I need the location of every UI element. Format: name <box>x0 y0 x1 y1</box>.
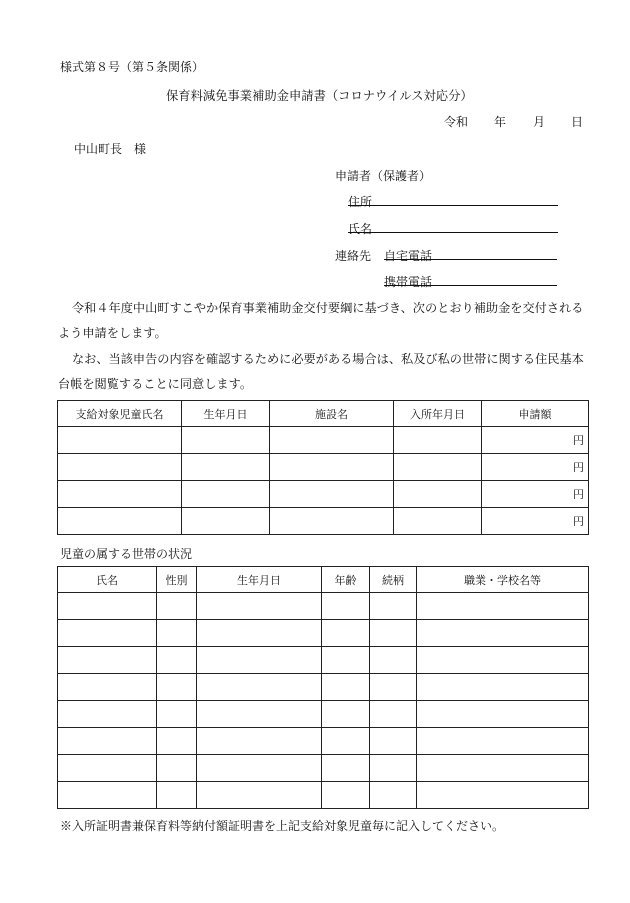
household-cell[interactable] <box>157 593 197 620</box>
header-age: 年齢 <box>322 567 370 593</box>
household-row <box>58 755 589 782</box>
application-cell[interactable] <box>394 481 482 508</box>
application-row <box>58 481 589 508</box>
application-cell[interactable] <box>182 508 270 535</box>
household-cell[interactable] <box>417 701 589 728</box>
header-facility: 施設名 <box>270 401 394 427</box>
application-cell[interactable] <box>58 508 182 535</box>
amount-cell[interactable] <box>482 481 589 508</box>
household-row <box>58 728 589 755</box>
household-cell[interactable] <box>157 782 197 809</box>
household-cell[interactable] <box>322 782 370 809</box>
application-cell[interactable] <box>270 454 394 481</box>
application-paragraph: 令和４年度中山町すこやか保育事業補助金交付要綱に基づき、次のとおり補助金を交付されるよう申請をします。 <box>58 301 584 340</box>
household-row <box>58 701 589 728</box>
date-month: 月 <box>533 115 546 129</box>
household-cell[interactable] <box>58 674 157 701</box>
form-title: 保育料減免事業補助金申請書（コロナウイルス対応分） <box>166 89 473 103</box>
household-cell[interactable] <box>322 674 370 701</box>
application-row <box>58 508 589 535</box>
household-cell[interactable] <box>58 593 157 620</box>
household-cell[interactable] <box>322 701 370 728</box>
household-cell[interactable] <box>417 755 589 782</box>
application-cell[interactable] <box>394 454 482 481</box>
application-row <box>58 454 589 481</box>
household-cell[interactable] <box>370 674 417 701</box>
household-cell[interactable] <box>197 593 322 620</box>
header-member-birthdate: 生年月日 <box>197 567 322 593</box>
household-cell[interactable] <box>370 593 417 620</box>
home-phone-field[interactable] <box>384 259 557 260</box>
home-phone-label: 自宅電話 <box>384 249 433 263</box>
contact-label: 連絡先 <box>335 249 372 263</box>
household-row <box>58 782 589 809</box>
consent-paragraph: なお、当該申告の内容を確認するために必要がある場合は、私及び私の世帯に関する住民基本台帳を閲覧することに同意します。 <box>58 352 584 391</box>
header-relationship: 続柄 <box>370 567 417 593</box>
household-cell[interactable] <box>322 620 370 647</box>
yen-unit: 円 <box>573 434 584 447</box>
household-cell[interactable] <box>157 620 197 647</box>
header-child-name: 支給対象児童氏名 <box>58 401 182 427</box>
name-field[interactable] <box>348 232 558 233</box>
mobile-phone-field[interactable] <box>384 285 557 286</box>
application-cell[interactable] <box>58 481 182 508</box>
form-number: 様式第８号（第５条関係） <box>60 60 205 74</box>
address-field[interactable] <box>348 205 558 206</box>
household-cell[interactable] <box>157 701 197 728</box>
household-cell[interactable] <box>322 755 370 782</box>
household-cell[interactable] <box>197 620 322 647</box>
household-heading: 児童の属する世帯の状況 <box>60 547 193 561</box>
household-cell[interactable] <box>197 674 322 701</box>
household-cell[interactable] <box>157 755 197 782</box>
mobile-phone-label: 携帯電話 <box>384 275 433 289</box>
application-cell[interactable] <box>270 508 394 535</box>
household-cell[interactable] <box>197 728 322 755</box>
application-cell[interactable] <box>58 427 182 454</box>
household-cell[interactable] <box>417 593 589 620</box>
application-cell[interactable] <box>182 481 270 508</box>
household-cell[interactable] <box>197 782 322 809</box>
application-cell[interactable] <box>394 508 482 535</box>
name-label: 氏名 <box>348 222 373 236</box>
address-label: 住所 <box>348 195 373 209</box>
household-cell[interactable] <box>58 782 157 809</box>
date-era: 令和 <box>444 115 469 129</box>
household-cell[interactable] <box>58 755 157 782</box>
application-cell[interactable] <box>58 454 182 481</box>
household-cell[interactable] <box>322 647 370 674</box>
yen-unit: 円 <box>573 515 584 528</box>
household-cell[interactable] <box>417 782 589 809</box>
household-cell[interactable] <box>157 728 197 755</box>
household-row <box>58 674 589 701</box>
footnote: ※入所証明書兼保育料等納付額証明書を上記支給対象児童毎に記入してください。 <box>60 819 505 833</box>
application-cell[interactable] <box>270 481 394 508</box>
household-table-body <box>58 593 589 809</box>
household-cell[interactable] <box>417 620 589 647</box>
applicant-heading: 申請者（保護者） <box>335 169 432 183</box>
header-member-name: 氏名 <box>58 567 157 593</box>
application-cell[interactable] <box>270 427 394 454</box>
header-birthdate: 生年月日 <box>182 401 270 427</box>
household-cell[interactable] <box>197 755 322 782</box>
addressee: 中山町長 様 <box>74 142 147 156</box>
application-table <box>57 400 589 535</box>
amount-cell[interactable] <box>482 427 589 454</box>
household-cell[interactable] <box>58 647 157 674</box>
header-amount: 申請額 <box>482 401 589 427</box>
household-cell[interactable] <box>58 728 157 755</box>
household-cell[interactable] <box>58 620 157 647</box>
date-day: 日 <box>571 115 584 129</box>
household-cell[interactable] <box>417 728 589 755</box>
amount-cell[interactable] <box>482 508 589 535</box>
application-cell[interactable] <box>394 427 482 454</box>
yen-unit: 円 <box>573 488 584 501</box>
household-cell[interactable] <box>197 647 322 674</box>
household-cell[interactable] <box>370 620 417 647</box>
household-cell[interactable] <box>417 647 589 674</box>
application-cell[interactable] <box>182 454 270 481</box>
household-cell[interactable] <box>370 701 417 728</box>
application-row <box>58 427 589 454</box>
yen-unit: 円 <box>573 461 584 474</box>
household-cell[interactable] <box>370 728 417 755</box>
application-table-body <box>58 427 589 535</box>
header-gender: 性別 <box>157 567 197 593</box>
household-cell[interactable] <box>417 674 589 701</box>
header-occupation: 職業・学校名等 <box>417 567 589 593</box>
household-cell[interactable] <box>58 701 157 728</box>
date-year: 年 <box>494 115 507 129</box>
header-admission-date: 入所年月日 <box>394 401 482 427</box>
household-row <box>58 620 589 647</box>
household-cell[interactable] <box>157 647 197 674</box>
household-cell[interactable] <box>370 782 417 809</box>
household-row <box>58 593 589 620</box>
amount-cell[interactable] <box>482 454 589 481</box>
application-cell[interactable] <box>182 427 270 454</box>
household-cell[interactable] <box>370 647 417 674</box>
household-cell[interactable] <box>322 728 370 755</box>
household-cell[interactable] <box>370 755 417 782</box>
household-cell[interactable] <box>157 674 197 701</box>
household-table <box>57 566 589 809</box>
household-row <box>58 647 589 674</box>
household-cell[interactable] <box>197 701 322 728</box>
household-cell[interactable] <box>322 593 370 620</box>
